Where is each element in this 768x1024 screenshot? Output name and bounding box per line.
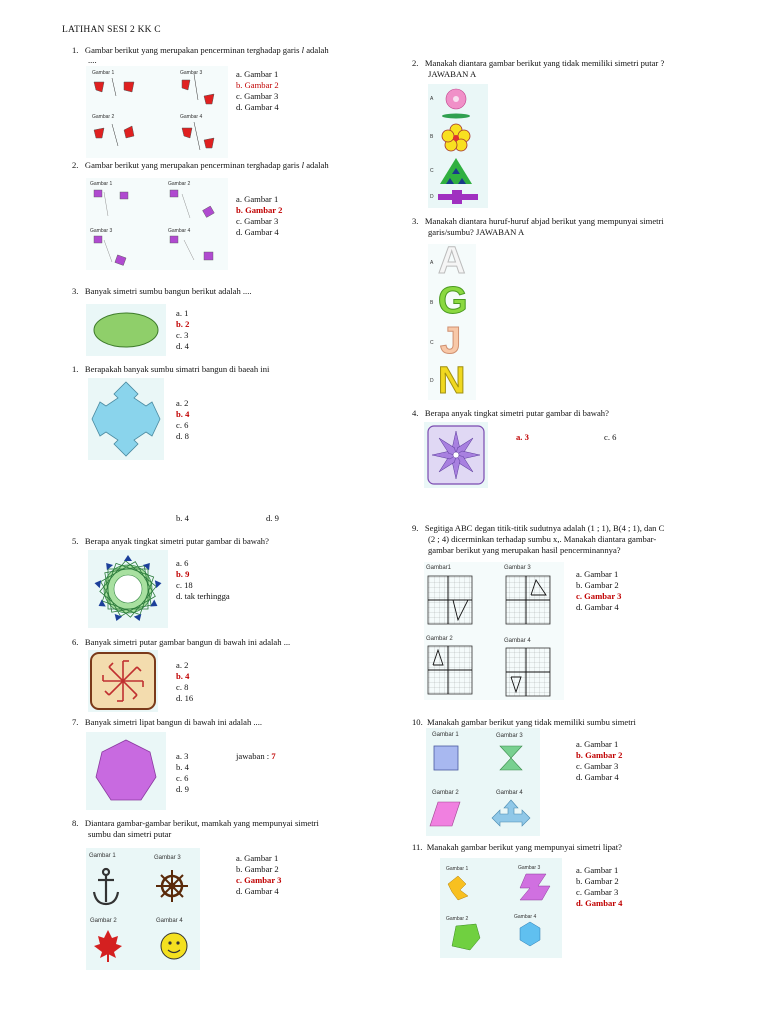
- option-a[interactable]: a. 2: [176, 398, 189, 408]
- option-d[interactable]: d. 16: [176, 693, 194, 703]
- parallelogram-icon: [430, 802, 460, 826]
- option-b[interactable]: b. 2: [176, 319, 190, 329]
- option-c[interactable]: c. Gambar 3: [236, 875, 282, 885]
- option-d[interactable]: d. 9: [176, 784, 189, 794]
- question-1-options: [236, 69, 279, 113]
- option-d[interactable]: d. Gambar 4: [576, 772, 619, 782]
- option-d[interactable]: d. Gambar 4: [236, 227, 279, 237]
- letter-a: A: [438, 240, 466, 282]
- question-2-figure: Gambar 1 Gambar 2 Gambar 3 Gambar 4: [86, 178, 228, 270]
- option-c[interactable]: c. Gambar 3: [236, 91, 279, 101]
- question-3-text: 3. Banyak simetri sumbu bangun berikut adalah ....: [72, 286, 252, 296]
- question-5-figure: [88, 550, 168, 628]
- option-d[interactable]: d. 8: [176, 431, 189, 441]
- question-5-options: [176, 558, 230, 602]
- right-question-2-answer: JAWABAN A: [428, 69, 477, 79]
- option-c[interactable]: c. 18: [176, 580, 193, 590]
- right-question-9-options: [576, 569, 621, 613]
- question-1b-options: [176, 398, 189, 442]
- option-b[interactable]: b. 4: [176, 671, 190, 681]
- right-question-10-text: 10. Manakah gambar berikut yang tidak memiliki sumbu simetri: [412, 717, 636, 727]
- question-1-text: 1. Gambar berikut yang merupakan pencerminan terghadap garis l adalah: [72, 45, 329, 55]
- eight-point-star-shape: [424, 422, 488, 488]
- right-question-4-option-c[interactable]: c. 6: [604, 432, 617, 442]
- right-question-9-cont2: gambar berikut yang merupakan hasil pencerminannya?: [428, 545, 621, 555]
- question-6-options: [176, 660, 193, 704]
- right-question-2-figure: A B C D: [428, 84, 488, 208]
- option-b[interactable]: b. Gambar 2: [576, 580, 619, 590]
- right-question-4-option-a[interactable]: a. 3: [516, 432, 529, 442]
- right-question-2-text: 2. Manakah diantara gambar berikut yang tidak memiliki simetri putar ?: [412, 58, 665, 68]
- question-8-options: [236, 853, 281, 897]
- question-3-options: [176, 308, 189, 352]
- option-b[interactable]: b. Gambar 2: [576, 750, 623, 760]
- grid-3: [506, 576, 550, 624]
- nine-star-shape: [88, 550, 168, 628]
- option-c[interactable]: c. 6: [176, 420, 189, 430]
- right-question-4-text: 4. Berapa anyak tingkat simetri putar gambar di bawah?: [412, 408, 609, 418]
- flower-pin-icon: [442, 89, 470, 119]
- yellow-arrow-icon: [448, 876, 468, 900]
- option-a[interactable]: a. Gambar 1: [236, 853, 279, 863]
- option-a[interactable]: a. 2: [176, 660, 189, 670]
- smiley-icon: [161, 933, 187, 959]
- question-1-figure: Gambar 1 Gambar 3 Gambar 2 Gambar 4: [86, 66, 228, 158]
- green-pentagon-icon: [452, 924, 480, 950]
- question-8-cont: sumbu dan simetri putar: [88, 829, 172, 839]
- symmetry-icons: [86, 848, 200, 970]
- option-d[interactable]: d. Gambar 4: [576, 602, 619, 612]
- option-d[interactable]: d. Gambar 4: [236, 102, 279, 112]
- right-question-3-cont: garis/sumbu? JAWABAN A: [428, 227, 525, 237]
- question-6-figure: [88, 650, 158, 712]
- question-8-text: 8. Diantara gambar-gambar berikut, mamkah yang mempunyai simetri: [72, 818, 319, 828]
- option-b[interactable]: b. Gambar 2: [576, 876, 619, 886]
- ship-wheel-icon: [156, 870, 188, 902]
- right-question-3-figure: A B C D A G J N: [428, 244, 476, 400]
- right-question-10-figure: Gambar 1 Gambar 3 Gambar 2 Gambar 4: [426, 728, 540, 836]
- maple-leaf-icon: [94, 930, 122, 962]
- question-8-figure: Gambar 1 Gambar 3 Gambar 2 Gambar 4: [86, 848, 200, 970]
- option-a[interactable]: a. Gambar 1: [576, 739, 619, 749]
- grid-2: [428, 646, 472, 694]
- question-7-figure: [86, 732, 166, 810]
- letter-g: G: [438, 280, 468, 322]
- right-question-10-options: [576, 739, 622, 783]
- option-c[interactable]: c. Gambar 3: [576, 761, 619, 771]
- option-b[interactable]: b. 4: [176, 409, 190, 419]
- purple-cross-icon: [438, 190, 478, 204]
- heptagon-shape: [86, 732, 166, 810]
- reflection-shapes-2: [86, 178, 228, 270]
- right-question-9-cont: (2 ; 4) dicerminkan terhadap sumbu x,. Manakah diantara gambar-: [428, 534, 657, 544]
- option-b[interactable]: b. Gambar 2: [236, 864, 279, 874]
- question-7-text: 7. Banyak simetri lipat bangun di bawah ini adalah ....: [72, 717, 262, 727]
- option-c[interactable]: c. 3: [176, 330, 189, 340]
- right-question-11-figure: Gambar 1 Gambar 3 Gambar 2 Gambar 4: [440, 858, 562, 958]
- option-b[interactable]: b. Gambar 2: [236, 80, 279, 90]
- rotation-shapes: [428, 84, 488, 208]
- hourglass-icon: [500, 746, 522, 770]
- right-question-11-text: 11. Manakah gambar berikut yang mempunyai simetri lipat?: [412, 842, 622, 852]
- option-c[interactable]: c. Gambar 3: [576, 887, 619, 897]
- question-7-options: [176, 751, 189, 795]
- extra-option-b[interactable]: b. 4: [176, 513, 189, 523]
- right-question-9-figure: Gambar1 Gambar 3 Gambar 2 Gambar 4: [424, 562, 564, 700]
- option-a[interactable]: a. Gambar 1: [236, 69, 279, 79]
- right-question-3-text: 3. Manakah diantara huruf-huruf abjad berikut yang mempunyai simetri: [412, 216, 664, 226]
- option-a[interactable]: a. 1: [176, 308, 189, 318]
- anchor-icon: [94, 869, 118, 904]
- question-3-figure: [86, 304, 166, 356]
- option-a[interactable]: a. 6: [176, 558, 189, 568]
- option-b[interactable]: b. Gambar 2: [236, 205, 283, 215]
- option-a[interactable]: a. Gambar 1: [236, 194, 279, 204]
- option-a[interactable]: a. Gambar 1: [576, 865, 619, 875]
- question-1b-text: 1. Berapakah banyak sumbu simatri bangun di baeah ini: [72, 364, 270, 374]
- question-2-text: 2. Gambar berikut yang merupakan pencerminan terghadap garis l adalah: [72, 160, 329, 170]
- star-cross-shape: [88, 378, 164, 460]
- yellow-flower-icon: [442, 124, 470, 151]
- grid-1: [428, 576, 472, 624]
- triangle-pattern-icon: [440, 158, 472, 184]
- grid-4: [506, 648, 550, 696]
- page-title: LATIHAN SESI 2 KK C: [62, 25, 161, 35]
- option-b[interactable]: b. 9: [176, 569, 190, 579]
- option-d[interactable]: d. 4: [176, 341, 189, 351]
- reflection-shapes-1: [86, 66, 228, 158]
- option-c[interactable]: c. 6: [176, 773, 189, 783]
- option-c[interactable]: c. Gambar 3: [236, 216, 279, 226]
- question-1b-figure: [88, 378, 164, 460]
- magenta-z-icon: [520, 874, 550, 900]
- option-b[interactable]: b. 4: [176, 762, 189, 772]
- option-a[interactable]: a. Gambar 1: [576, 569, 619, 579]
- option-d[interactable]: d. tak terhingga: [176, 591, 230, 601]
- extra-option-d[interactable]: d. 9: [266, 513, 279, 523]
- question-6-text: 6. Banyak simetri putar gambar bangun di bawah ini adalah ...: [72, 637, 291, 647]
- asterisk-tile-shape: [88, 650, 158, 712]
- option-a[interactable]: a. 3: [176, 751, 189, 761]
- blue-square-icon: [434, 746, 458, 770]
- symmetry-axis-shapes: [426, 728, 540, 836]
- right-question-11-options: [576, 865, 622, 909]
- option-c[interactable]: c. Gambar 3: [576, 591, 622, 601]
- cyan-hexagon-icon: [520, 922, 540, 946]
- ellipse-shape: [86, 304, 166, 356]
- question-5-text: 5. Berapa anyak tingkat simetri putar gambar di bawah?: [72, 536, 269, 546]
- option-d[interactable]: d. Gambar 4: [576, 898, 623, 908]
- question-1-cont: ....: [88, 55, 97, 65]
- right-question-4-figure: [424, 422, 488, 488]
- fold-symmetry-shapes: [440, 858, 562, 958]
- letter-n: N: [438, 360, 466, 402]
- arrows-icon: [492, 800, 530, 826]
- right-question-9-text: 9. Segitiga ABC degan titik-titik sudutnya adalah (1 ; 1), B(4 ; 1), dan C: [412, 523, 665, 533]
- option-d[interactable]: d. Gambar 4: [236, 886, 279, 896]
- question-2-options: [236, 194, 282, 238]
- option-c[interactable]: c. 8: [176, 682, 189, 692]
- coordinate-grids: [424, 562, 564, 700]
- letter-j: J: [440, 320, 462, 362]
- question-7-answer: jawaban : 7: [236, 751, 276, 761]
